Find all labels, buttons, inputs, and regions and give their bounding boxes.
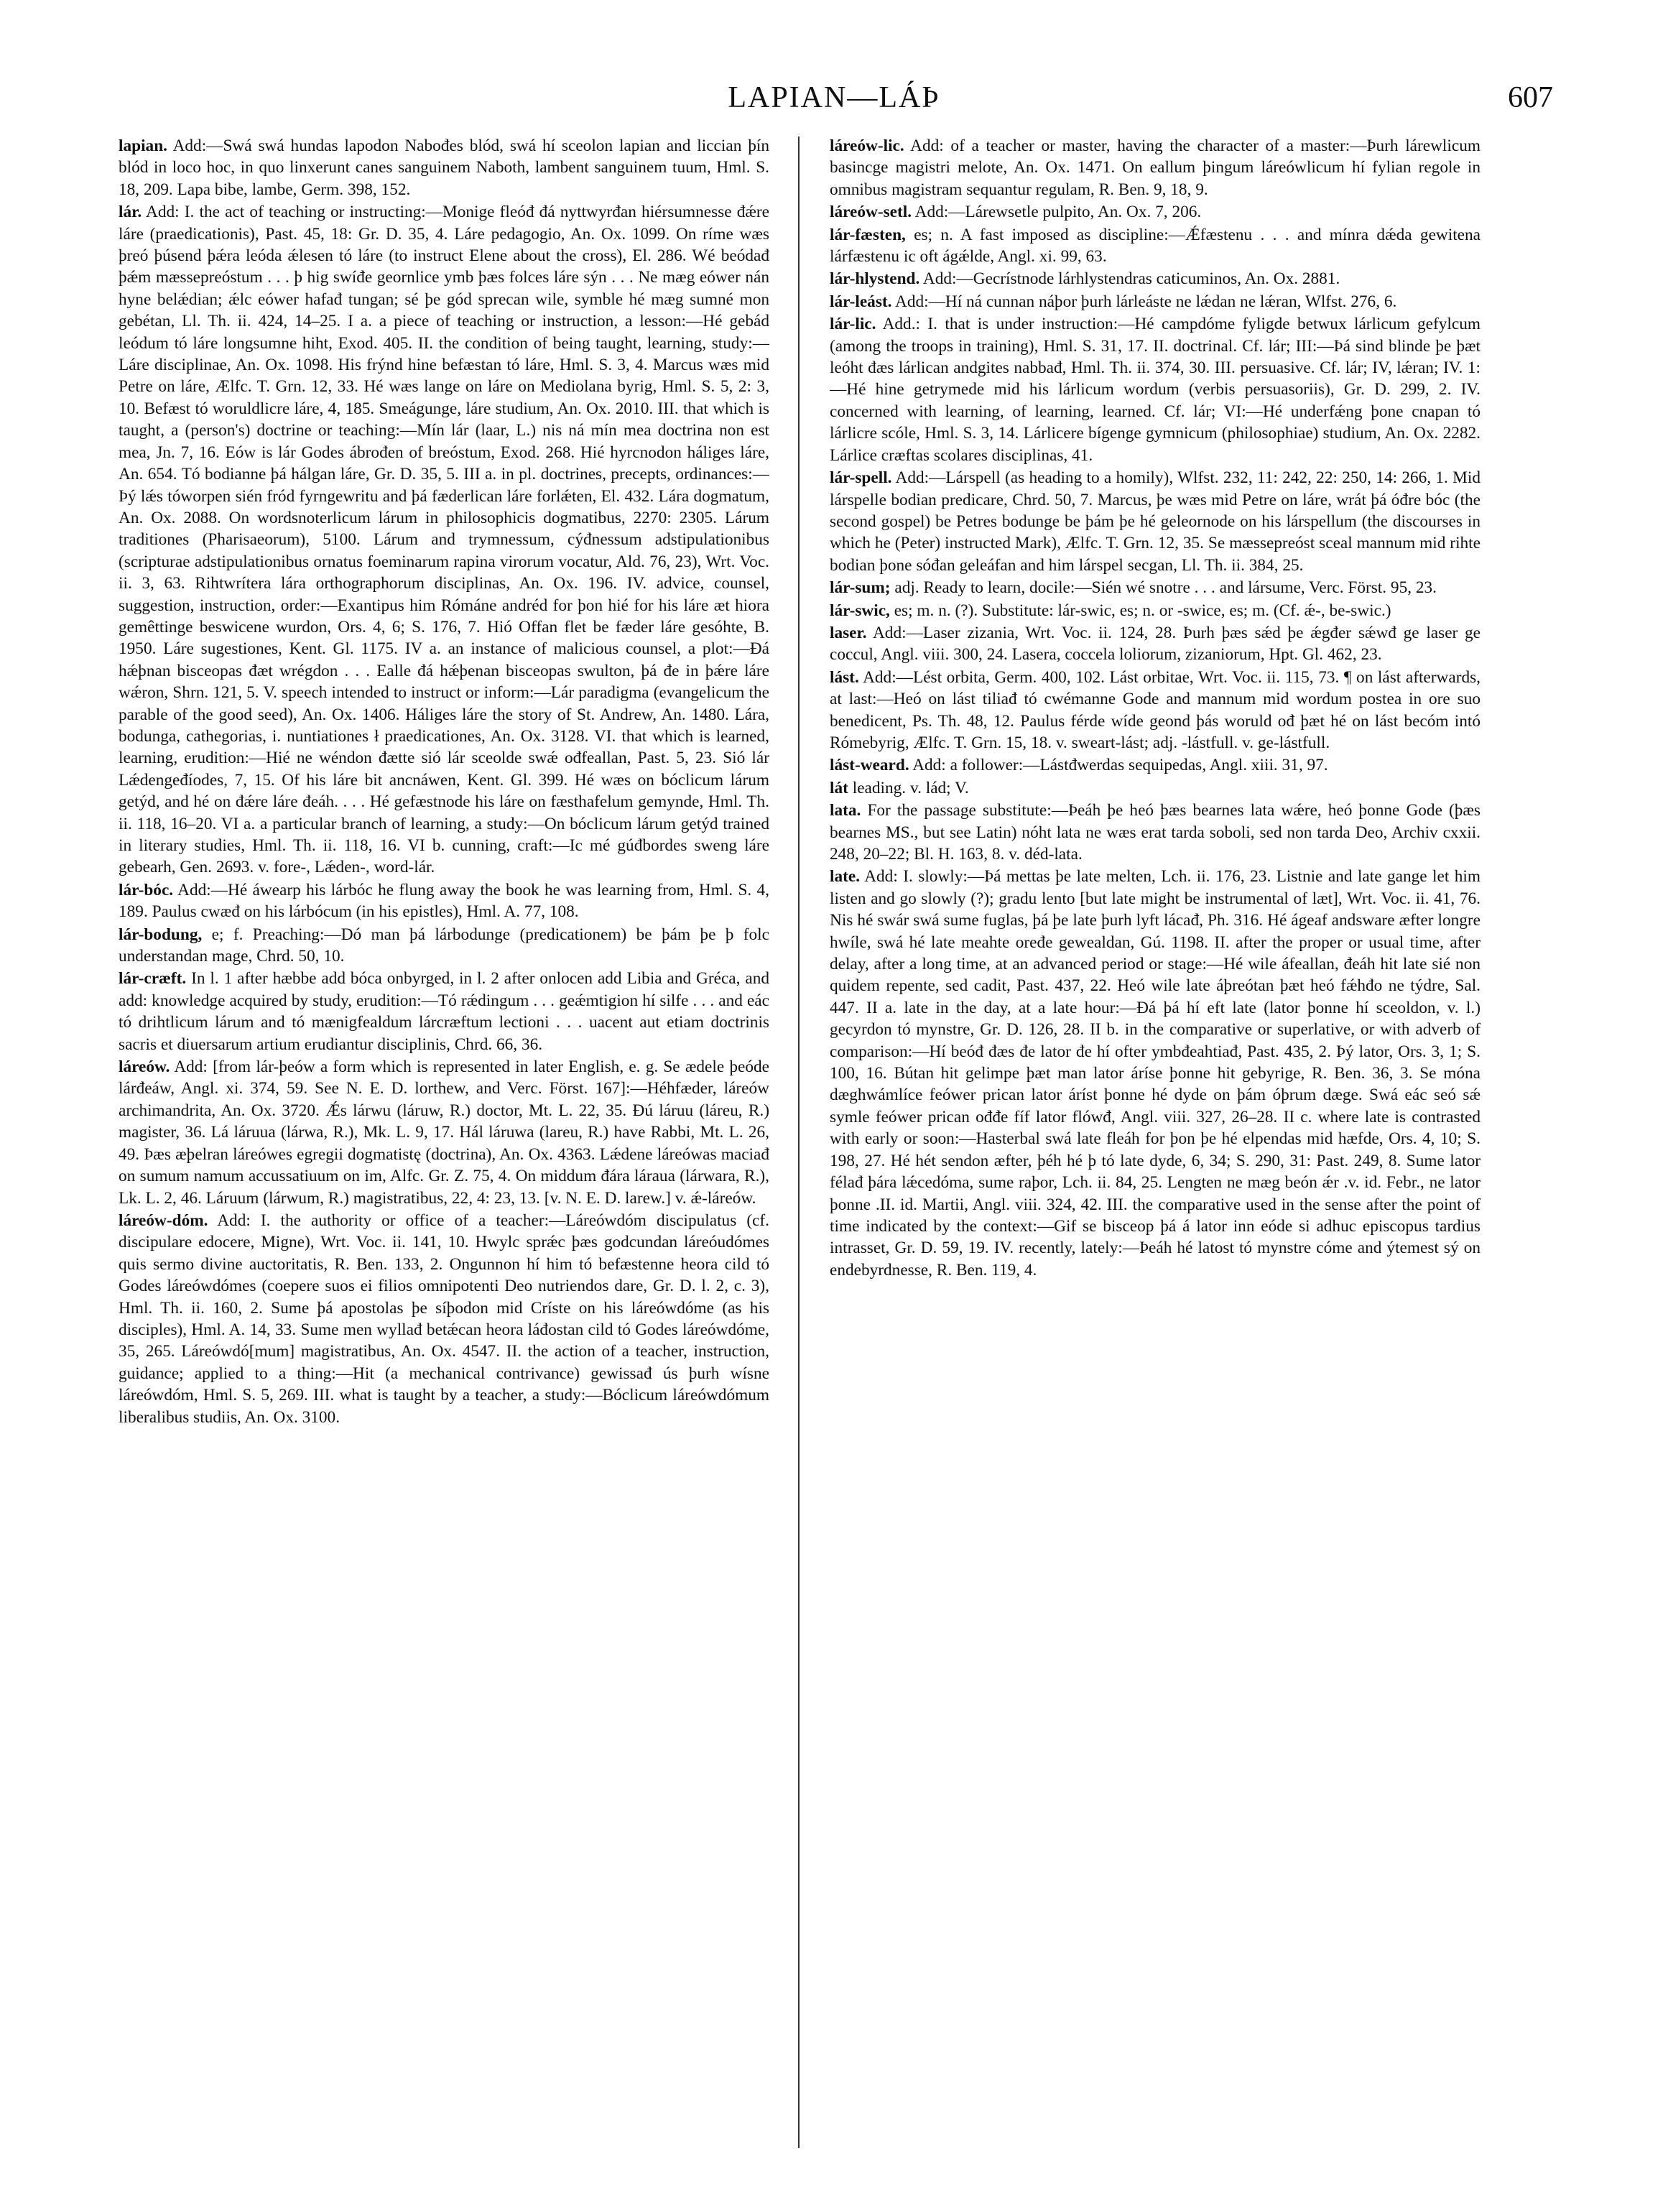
page-number: 607 — [1508, 81, 1553, 114]
entry-headword: lár-sum; — [830, 578, 891, 598]
entry-headword: lata. — [830, 801, 861, 820]
entry-text: leading. v. lád; V. — [852, 778, 969, 797]
entry-text: Add: of a teacher or master, having the character of a master:—Þurh lárewlicum basincge magistri melote, An. Ox. 1471. On eallum þingum láreówlicum hí fylian regole in omnibus magistram sequantur regulam, R. Ben. 9, 18, 9. — [830, 136, 1481, 199]
entry-text: e; f. Preaching:—Dó man þá lárbodunge (predicationem) be þám þe þ folc understandan mage, Chrd. 50, 10. — [119, 925, 769, 966]
entry-headword: lást. — [830, 667, 859, 687]
dictionary-entry — [119, 924, 769, 968]
dictionary-entry — [830, 291, 1481, 313]
dictionary-entry — [119, 1210, 769, 1428]
entry-headword: láreów-setl. — [830, 203, 912, 222]
entry-headword: laser. — [830, 623, 867, 642]
dictionary-entry — [830, 622, 1481, 666]
dictionary-entry — [830, 268, 1481, 290]
entry-text: Add:—Lárspell (as heading to a homily), Wlfst. 232, 11: 242, 22: 250, 14: 266, 1. Mid lárspelle bodian predicare, Chrd. 50, 7. Marcus, þe wæs mid Petre on láre, wrát þá óđre bóc (the second gospel) be Petres bodunge be þám þe hé geleornode on his lárspellum (the discourses in which he (Peter) instructed Mark), Ælfc. T. Grn. 12, 35. Se mæssepreóst sceal mannum mid rihte bodian þone sóđan geleáfan and him lárspel secgan, Ll. Th. ii. 384, 25. — [830, 468, 1481, 575]
dictionary-entry — [830, 866, 1481, 1281]
entry-headword: lást-weard. — [830, 756, 909, 775]
entry-headword: late. — [830, 867, 861, 887]
dictionary-entry — [119, 135, 769, 200]
entry-text: es; n. A fast imposed as discipline:—Ǽfæstenu . . . and mínra dǽda gewitena lárfæstenu ic oft ágǽlde, Angl. xi. 99, 63. — [830, 225, 1481, 267]
entry-text: For the passage substitute:—Þeáh þe heó þæs bearnes lata wǽre, heó þonne Gode (þæs bearnes MS., but see Latin) nóht lata ne wæs erat tarda soboli, sed non tarda Deo, Archiv cxxii. 248, 20–22; Bl. H. 163, 8. v. déd-lata. — [830, 801, 1481, 864]
dictionary-entry — [119, 201, 769, 879]
entry-text: Add: I. the authority or office of a teacher:—Láreówdóm discipulatus (cf. discipulare edocere, Migne), Wrt. Voc. ii. 141, 10. Hwylc sprǽc þæs godcundan láreóudómes quis sermo divine auctoritatis, R. Ben. 133, 2. Ongunnon hí him tó befæstenne heora cild tó Godes láreówdómes (coepere suos ei filios omnipotenti Deo nutriendos dare, Gr. D. l. 2, c. 3), Hml. Th. ii. 160, 2. Sume þá apostolas þe síþodon mid Críste on his láreówdóme (as his disciples), Hml. A. 14, 33. Sume men wyllađ betǽcan heora láđostan cild tó Godes láreówdóme, 35, 265. Láreówdó[mum] magistratibus, An. Ox. 4547. II. the action of a teacher, instruction, guidance; applied to a thing:—Hit (a mechanical contrivance) gewissađ ús þurh wísne láreówdóm, Hml. S. 5, 269. III. what is taught by a teacher, a study:—Bóclicum láreówdómum liberalibus studiis, An. Ox. 3100. — [119, 1211, 769, 1427]
page-header — [115, 80, 1553, 124]
entry-headword: lapian. — [119, 136, 167, 155]
dictionary-entry — [830, 800, 1481, 865]
entry-headword: lár-spell. — [830, 468, 892, 488]
entry-text: Add: a follower:—Lástđwerdas sequipedas, Angl. xiii. 31, 97. — [912, 756, 1328, 775]
entry-headword: lár-bodung, — [119, 925, 203, 944]
dictionary-entry — [830, 135, 1481, 200]
entry-text: es; m. n. (?). Substitute: lár-swic, es; n. or -swice, es; m. (Cf. ǽ-, be-swic.) — [894, 601, 1391, 620]
dictionary-entry — [830, 467, 1481, 576]
entry-text: Add:—Laser zizania, Wrt. Voc. ii. 124, 28. Þurh þæs sǽd þe ǽgđer sǽwđ ge laser ge coccul, Angl. viii. 300, 24. Lasera, coccela loliorum, zizaniorum, Hpt. Gl. 462, 23. — [830, 623, 1481, 665]
entry-text: Add.: I. that is under instruction:—Hé campdóme fyligde betwux lárlicum gefylcum (among the troops in training), Hml. S. 31, 17. II. doctrinal. Cf. lár; III:—Þá sind blinde þe þæt leóht đæs lárlican andgites nabbađ, Hml. Th. ii. 374, 30. III. persuasive. Cf. lár; IV, lǽran; IV. 1:—Hé hine getrymede mid his lárlicum wordum (verbis persuasoriis), Gr. D. 299, 2. IV. concerned with learning, of learning, learned. Cf. lár; VI:—Hé underfǽng þone cnapan tó lárlicre scóle, Hml. S. 3, 14. Lárlicere bígenge gymnicum (philosophiae) studium, An. Ox. 2282. Lárlice cræftas scolares disciplinas, 41. — [830, 315, 1481, 465]
entry-headword: lár-bóc. — [119, 880, 174, 899]
dictionary-entry — [830, 667, 1481, 754]
entry-headword: lár-leást. — [830, 292, 892, 311]
entry-text: In l. 1 after hæbbe add bóca onbyrged, in l. 2 after onlocen add Libia and Gréca, and add: knowledge acquired by study, erudition:—Tó rǽdingum . . . geǽmtigion hí silfe . . . and eác tó drihtlicum lárum and tó mænigfealdum lárcræftum lectioni . . . uacent aut etiam doctrinis sacris et diuersarum artium erudiantur disciplinis, Chrd. 66, 36. — [119, 969, 769, 1054]
dictionary-entry — [119, 879, 769, 923]
entry-text: Add:—Hé áwearp his lárbóc he flung away the book he was learning from, Hml. S. 4, 189. Paulus cwæđ on his lárbócum (in his epistles), Hml. A. 77, 108. — [119, 880, 769, 922]
running-title: LAPIAN—LÁÞ — [728, 81, 940, 114]
entry-text: Add: I. the act of teaching or instructing:—Monige fleóđ đá nyttwyrđan hiérsumnesse đǽre láre (praedicationis), Past. 45, 18: Gr. D. 35, 4. Láre pedagogio, An. Ox. 1099. On ríme wæs þreó þúsend þǽra leóda ǽlesen tó láre (to instruct Elene about the cross), El. 286. Wé beódađ þǽm mæssepreóstum . . . þ hig swíđe geornlice ymb þæs folces láre sýn . . . Ne mæg eówer nán hyne belǽdian; ǽlc eówer hafađ tungan; sé þe gód sprecan wile, symble hé mæg sumné mon gebétan, Ll. Th. ii. 424, 14–25. I a. a piece of teaching or instruction, a lesson:—Hé gebád leódum tó láre longsumne hiht, Exod. 405. II. the condition of being taught, learning, study:—Láre disciplinae, An. Ox. 1098. His frýnd hine befæstan tó láre, Hml. S. 3, 4. Marcus wæs mid Petre on láre, Ælfc. T. Grn. 12, 33. Hé wæs lange on láre on Mediolana byrig, Hml. S. 5, 2: 3, 10. Befæst tó woruldlicre láre, 4, 185. Smeágunge, láre studium, An. Ox. 2010. III. that which is taught, a (person's) doctrine or teaching:—Mín lár (laar, L.) nis ná mín mea doctrina non est mea, Jn. 7, 16. Eów is lár Godes ábrođen of breóstum, Exod. 268. Hié hyrcnodon háliges láre, An. 654. Tó bodianne þá hálgan láre, Gr. D. 35, 5. III a. in pl. doctrines, precepts, ordinances:—Þý lǽs tóworpen sién fród fyrngewritu and þá fæderlican láre forlǽten, El. 432. Lára dogmatum, An. Ox. 2088. On wordsnoterlicum lárum in philosophicis dogmatibus, 2270: 2305. Lárum traditiones (Pharisaeorum), 5100. Lárum and trymnessum, cýđnessum adstipulationibus (scripturae adstipulationibus ornatus foeminarum rapina virorum vocatur, Ald. 76, 23), Wrt. Voc. ii. 3, 63. Rihtwrítera lára orthographorum disciplinas, An. Ox. 196. IV. advice, counsel, suggestion, instruction, order:—Exantipus him Rómáne andréd for þon hié for his láre æt hiora gemêttinge beswicene wurdon, Ors. 4, 6; S. 176, 7. Hió Offan flet be fæder láre gesóhte, B. 1950. Láre sugestiones, Kent. Gl. 1175. IV a. an instance of malicious counsel, a plot:—Đá hǽþnan bisceopas đæt wrégdon . . . Ealle đá hǽþenan bisceopas swulton, þá đe in þǽre láre wǽron, Shrn. 121, 5. V. speech intended to instruct or inform:—Lár paradigma (evangelicum the parable of the good seed), An. Ox. 1406. Háliges láre the story of St. Andrew, An. 1480. Lára, bodunga, cathegorias, i. nuntiationes ł praedicationes, An. Ox. 3128. VI. that which is learned, learning, erudition:—Hié ne wéndon đætte sió lár sceolde swǽ ođfeallan, Past. 5, 23. Sió lár Lǽdengeđíodes, 7, 15. Of his láre bit ancnáwen, Kent. Gl. 399. Hé wæs on bóclicum lárum getýd, and hé on đǽre láre đeáh. . . . Hé gefæstnode his láre on fæsthafelum gemynde, Hml. Th. ii. 118, 16–20. VI a. a particular branch of learning, a study:—On bóclicum lárum getýd trained in literary studies, Hml. Th. ii. 118, 16. VI b. cunning, craft:—Ic mé gúđbordes sweng láre gebearh, Gen. 2693. v. fore-, Lǽden-, word-lár. — [119, 203, 769, 877]
entry-headword: láreów-dóm. — [119, 1211, 208, 1230]
dictionary-entry — [830, 754, 1481, 776]
dictionary-entry — [119, 968, 769, 1055]
entry-text: adj. Ready to learn, docile:—Sién wé snotre . . . and lársume, Verc. Först. 95, 23. — [894, 578, 1437, 598]
entry-text: Add:—Swá swá hundas lapodon Nabođes blód, swá hí sceolon lapian and liccian þín blód in loco hoc, in quo linxerunt canes sanguinem Naboth, lambent sanguinem tuum, Hml. S. 18, 209. Lapa bibe, lambe, Germ. 398, 152. — [119, 136, 769, 199]
dictionary-entry — [830, 577, 1481, 598]
entry-headword: lár-cræft. — [119, 969, 187, 989]
entry-text: Add:—Gecrístnode lárhlystendras caticuminos, An. Ox. 2881. — [922, 269, 1340, 289]
entry-headword: láreów. — [119, 1058, 170, 1077]
dictionary-entry — [830, 600, 1481, 621]
entry-headword: lár-swic, — [830, 601, 890, 620]
entry-text: Add:—Lárewsetle pulpito, An. Ox. 7, 206. — [914, 203, 1202, 222]
entry-text: Add:—Hí ná cunnan náþor þurh lárleáste ne lǽdan ne lǽran, Wlfst. 276, 6. — [895, 292, 1397, 311]
dictionary-entry — [830, 201, 1481, 223]
entry-headword: láreów-lic. — [830, 136, 904, 155]
right-column — [830, 135, 1481, 2147]
dictionary-entry — [119, 1056, 769, 1209]
dictionary-entry — [830, 313, 1481, 466]
entry-headword: lár-fæsten, — [830, 225, 906, 244]
entry-headword: lár-hlystend. — [830, 269, 920, 289]
entry-headword: lát — [830, 778, 848, 797]
entry-text: Add: [from lár-þeów a form which is represented in later English, e. g. Se ædele þeóde lárđeáw, Angl. xi. 374, 59. See N. E. D. lorthew, and Verc. Först. 167]:—Héhfæder, láreów archimandrita, An. Ox. 3720. Ǽs lárwu (láruw, R.) doctor, Mt. L. 22, 35. Đú láruu (láreu, R.) magister, 36. Lá láruua (lárwa, R.), Mk. L. 9, 17. Hál láruwa (lareu, R.) have Rabbi, Mt. L. 26, 49. Þæs æþelran láreówes egregii dogmatistę (doctrina), An. Ox. 4363. Lǽdene láreówas maciađ on sumum namum accussatiuum on im, Alfc. Gr. Z. 75, 4. On middum đára láraua (lárwara, R.), Lk. L. 2, 46. Láruum (lárwum, R.) magistratibus, 22, 4: 23, 13. [v. N. E. D. larew.] v. ǽ-láreów. — [119, 1058, 769, 1208]
dictionary-entry — [830, 224, 1481, 268]
entry-text: Add: I. slowly:—Þá mettas þe late melten, Lch. ii. 176, 23. Listnie and late gange let him listen and go slowly (?); gradu lento [but late might be instrumental of læt], Wrt. Voc. ii. 41, 76. Nis hé swár swá sume fuglas, þá þe late þurh lyft lácađ, Ph. 316. Hé ágeaf andsware æfter longre hwíle, swá hé late meahte oređe gewealdan, Gú. 1198. II. after the proper or usual time, after delay, after a long time, at an advanced period or stage:—Hé wile áfeallan, đeáh hit late sié non quidem repente, sed cadit, Past. 437, 22. Heó wile late áþreótan þæt heó fǽhđo ne týdre, Sal. 447. II a. late in the day, at a late hour:—Đá þá hí eft late (lator þonne hí sceoldon, v. l.) gecyrdon tó mynstre, Gr. D. 126, 28. II b. in the comparative or superlative, or with adverb of comparison:—Hí beóđ đæs đe lator đe hí ofter ymbđeahtiađ, Past. 435, 2. Þý lator, Ors. 3, 1; S. 100, 16. Bútan hit gelimpe þæt man lator áríse þonne hit gebyrige, R. Ben. 36, 3. Se móna dæghwámlíce feówer prican lator áríst þonne hé dyde on þám óþrum dæge. Swá eác seó sǽ symle feówer prican ođđe fíf lator flówđ, Angl. viii. 327, 26–28. II c. where late is contrasted with early or soon:—Hasterbal swá late fleáh for þon þe hé elpendas mid hæfde, Ors. 4, 10; S. 198, 27. Hé hét sendon æfter, þéh hé þ tó late dyde, 6, 34; S. 290, 31: Past. 249, 8. Sume lator félađ þára lǽcedóma, sume raþor, Lch. ii. 84, 25. Lengten ne mæg beón ǽr .v. id. Febr., ne lator þonne .II. id. Martii, Angl. viii. 324, 42. III. the comparative used in the sense after the point of time indicated by the context:—Gif se bisceop þá á lator inn eóde si adhuc episcopus tardius intrasset, Gr. D. 59, 19. IV. recently, lately:—Þeáh hé latost tó mynstre cóme and ýtemest sý on endebyrdnesse, R. Ben. 119, 4. — [830, 867, 1481, 1279]
left-column — [119, 135, 769, 2147]
dictionary-entry — [830, 777, 1481, 799]
entry-text: Add:—Lést orbita, Germ. 400, 102. Lást orbitae, Wrt. Voc. ii. 115, 73. ¶ on lást afterwards, at last:—Heó on lást tiliađ tó cwémanne Gode and mannum mid wordum postea in ore suo benedicent, Ps. Th. 48, 12. Paulus férde wíde geond þás woruld ođ þæt hé on lást becóm intó Rómebyrig, Ælfc. T. Grn. 15, 18. v. sweart-lást; adj. -lástfull. v. ge-lástfull. — [830, 667, 1481, 752]
column-divider — [798, 136, 800, 2148]
entry-headword: lár. — [119, 203, 142, 222]
entry-headword: lár-lic. — [830, 315, 876, 334]
